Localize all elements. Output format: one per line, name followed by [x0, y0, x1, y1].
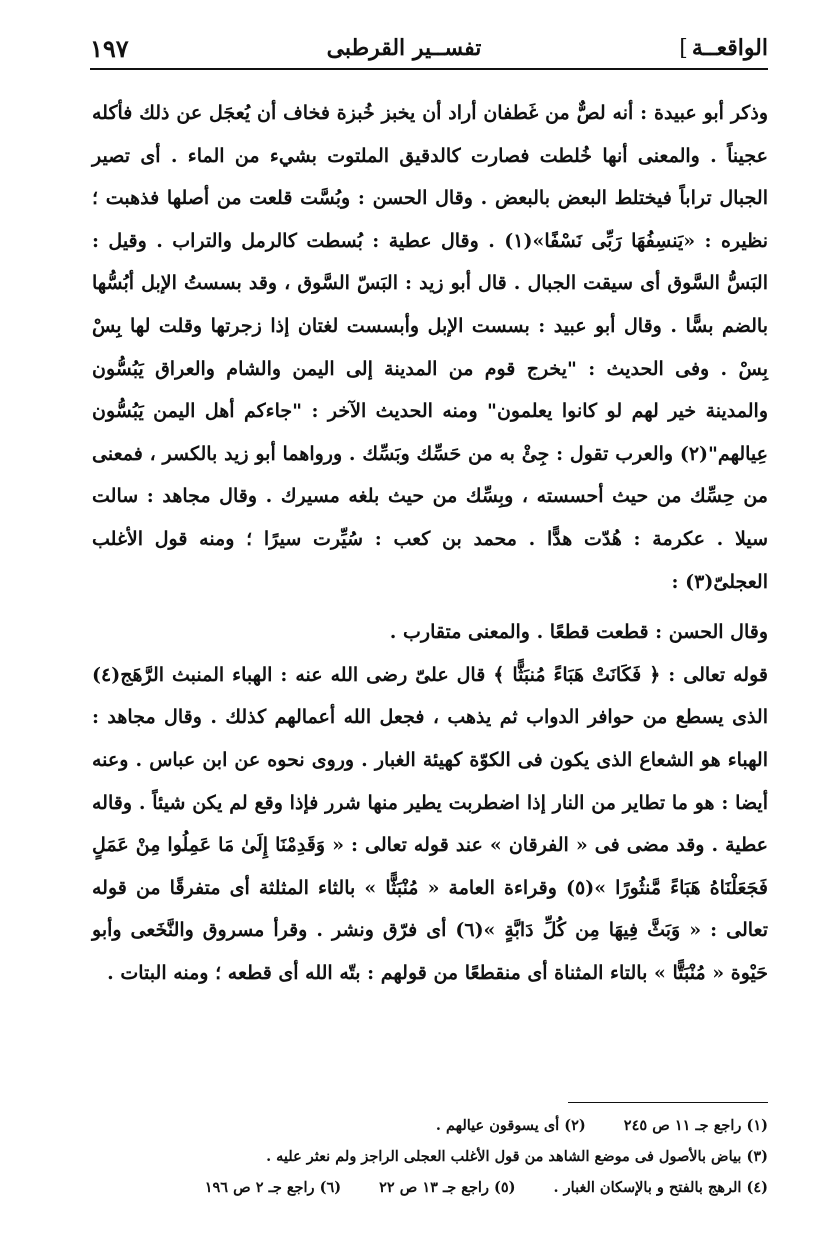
- footnote: (٦) راجع جـ ٢ ص ١٩٦: [204, 1179, 342, 1196]
- footnotes: [92, 1110, 768, 1203]
- paragraph: قوله تعالى : ﴿ فَكَانَتْ هَبَاءً مُنبَثًّا ﴾ قال علىّ رضى الله عنه : الهباء المنبث الرَّهَج(٤) الذى يسطع من حوافر الدواب ثم يذهب ، فجعل الله أعمالهم كذلك . وقال مجاهد : الهباء هو الشعاع الذى يكون فى الكوّة كهيئة الغبار . وروى نحوه عن ابن عباس . وعنه أيضا : هو ما تطاير من النار إذا اضطربت يطير منها شرر فإذا وقع لم يكن شيئاً . وقاله عطية . وقد مضى فى « الفرقان » عند قوله تعالى : « وَقَدِمْنَا إِلَىٰ مَا عَمِلُوا مِنْ عَمَلٍ فَجَعَلْنَاهُ هَبَاءً مَّنثُورًا »(٥) وقراءة العامة « مُنْبَثًّا » بالثاء المثلثة أى متفرقًا من قوله تعالى : « وَبَثَّ فِيهَا مِن كُلِّ دَابَّةٍ »(٦) أى فرّق ونشر . وقرأ مسروق والنَّخَعى وأبو حَيْوة « مُنْبَتًّا » بالتاء المثناة أى منقطعًا من قولهم : بتّه الله أى قطعه ؛ ومنه البتات .: [92, 663, 768, 984]
- footnote: (٣) بياض بالأصول فى موضع الشاهد من قول الأغلب العجلى الراجز ولم نعثر عليه .: [266, 1148, 768, 1165]
- footnote-row: [92, 1110, 768, 1141]
- footnote: (١) راجع جـ ١١ ص ٢٤٥: [623, 1117, 768, 1134]
- header-rule: [90, 68, 768, 70]
- surah-label: الواقعــة: [691, 35, 768, 61]
- footnote: (٢) أى يسوقون عيالهم .: [435, 1117, 586, 1134]
- page-number: ١٩٧: [90, 33, 129, 63]
- footnote: (٥) راجع جـ ١٣ ص ٢٢: [379, 1179, 516, 1196]
- footnote-rule: [568, 1102, 768, 1103]
- footnote-row: [92, 1141, 768, 1172]
- surah-name: [679, 35, 768, 61]
- paragraph: وقال الحسن : قطعت قطعًا . والمعنى متقارب .: [389, 621, 768, 644]
- footnote-row: [92, 1172, 768, 1203]
- book-title: تفســير القرطبى: [326, 35, 482, 61]
- main-text: [92, 92, 768, 994]
- paragraph: وذكر أبو عبيدة : أنه لصٌّ من غَطفان أراد أن يخبز خُبزة فخاف أن يُعجَل عن ذلك فأكله عجيناً . والمعنى أنها خُلطت فصارت كالدقيق الملتوت بشيء من الماء . أى تصير الجبال تراباً فيختلط البعض بالبعض . وقال الحسن : وبُسَّت قلعت من أصلها فذهبت ؛ نظيره : «يَنسِفُهَا رَبِّى نَسْفًا»(١) . وقال عطية : بُسطت كالرمل والتراب . وقيل : البَسُّ السَّوق أى سيقت الجبال . قال أبو زيد : البَسّ السَّوق ، وقد بسستُ الإبل أبُسُّها بالضم بسًّا . وقال أبو عبيد : بسست الإبل وأبسست لغتان إذا زجرتها وقلت لها بِسْ بِسْ . وفى الحديث : "يخرج قوم من المدينة إلى اليمن والشام والعراق يَبُسُّون والمدينة خير لهم لو كانوا يعلمون" ومنه الحديث الآخر : "جاءكم أهل اليمن يَبُسُّون عِيالهم"(٢) والعرب تقول : جِئْ به من حَسِّك وبَسِّك . ورواهما أبو زيد بالكسر ، فمعنى من حِسِّك من حيث أحسسته ، وبِسِّك من حيث بلغه مسيرك . وقال مجاهد : سالت سيلا . عكرمة : هُدّت هدًّا . محمد بن كعب : سُيِّرت سيرًا ؛ ومنه قول الأغلب العجلىّ(٣) :: [92, 102, 769, 593]
- surah-bracket: ]: [679, 36, 688, 61]
- footnote: (٤) الرهج بالفتح و بالإسكان الغبار .: [553, 1179, 768, 1196]
- page-header: [90, 28, 768, 68]
